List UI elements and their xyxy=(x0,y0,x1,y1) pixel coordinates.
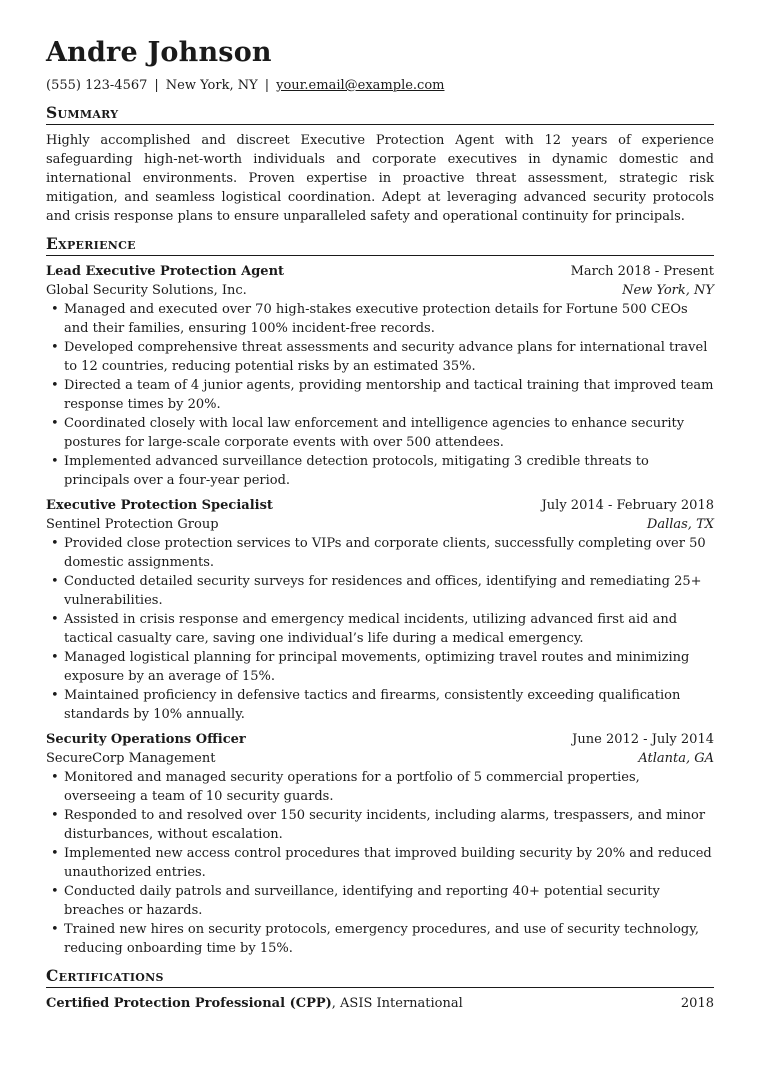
job-header-row xyxy=(46,262,714,281)
certification-name: Certified Protection Professional (CPP) xyxy=(46,996,332,1011)
bullet-item: • Managed logistical planning for principal movements, optimizing travel routes and minimizing exposure by an average of 15%. xyxy=(46,648,714,686)
contact-separator: | xyxy=(154,78,159,93)
bullet-item: • Trained new hires on security protocols, emergency procedures, and use of security technology, reducing onboarding time by 15%. xyxy=(46,920,714,958)
section-title-experience: Experience xyxy=(46,234,714,256)
bullet-list xyxy=(46,534,714,724)
job-location: New York, NY xyxy=(622,283,714,298)
job-company-row xyxy=(46,515,714,534)
experience-list xyxy=(46,262,714,958)
bullet-item: • Implemented advanced surveillance detection protocols, mitigating 3 credible threats to principals over a four-year period. xyxy=(46,452,714,490)
job-dates: July 2014 - February 2018 xyxy=(541,498,714,513)
job-company-row xyxy=(46,749,714,768)
certification-left xyxy=(46,994,463,1013)
job-title: Executive Protection Specialist xyxy=(46,498,273,513)
job-header-row xyxy=(46,496,714,515)
candidate-name: Andre Johnson xyxy=(46,37,272,68)
contact-line xyxy=(46,77,714,95)
bullet-item: • Maintained proficiency in defensive tactics and firearms, consistently exceeding qualification standards by 10% annually. xyxy=(46,686,714,724)
job-dates: March 2018 - Present xyxy=(570,264,714,279)
email-link[interactable]: your.email@example.com xyxy=(276,78,445,93)
resume-page xyxy=(46,36,714,1013)
job-location: Atlanta, GA xyxy=(638,751,714,766)
job-title: Security Operations Officer xyxy=(46,732,246,747)
job-entry xyxy=(46,262,714,490)
bullet-item: • Implemented new access control procedures that improved building security by 20% and reduced unauthorized entries. xyxy=(46,844,714,882)
summary-text: Highly accomplished and discreet Executive Protection Agent with 12 years of experience safeguarding high-net-worth individuals and corporate executives in dynamic domestic and international environments. Proven expertise in proactive threat assessment, strategic risk mitigation, and seamless logistical coordination. Adept at leveraging advanced security protocols and crisis response plans to ensure unparalleled safety and operational continuity for principals. xyxy=(46,133,714,224)
certifications-list xyxy=(46,994,714,1013)
section-title-certifications: Certifications xyxy=(46,966,714,988)
job-header-row xyxy=(46,730,714,749)
phone-number: (555) 123-4567 xyxy=(46,78,148,93)
section-title-summary: Summary xyxy=(46,103,714,125)
contact-separator: | xyxy=(264,78,270,93)
job-location: Dallas, TX xyxy=(646,517,714,532)
bullet-item: • Managed and executed over 70 high-stakes executive protection details for Fortune 500 CEOs and their families, ensuring 100% incident-free records. xyxy=(46,300,714,338)
company-name: SecureCorp Management xyxy=(46,751,216,766)
company-name: Sentinel Protection Group xyxy=(46,517,219,532)
job-company-row xyxy=(46,281,714,300)
bullet-item: • Directed a team of 4 junior agents, providing mentorship and tactical training that improved team response times by 20%. xyxy=(46,376,714,414)
job-entry xyxy=(46,496,714,724)
certification-row xyxy=(46,994,714,1013)
certification-year: 2018 xyxy=(680,996,714,1011)
bullet-item: • Assisted in crisis response and emergency medical incidents, utilizing advanced first aid and tactical casualty care, saving one individual’s life during a medical emergency. xyxy=(46,610,714,648)
bullet-item: • Coordinated closely with local law enforcement and intelligence agencies to enhance security postures for large-scale corporate events with over 500 attendees. xyxy=(46,414,714,452)
bullet-list xyxy=(46,768,714,958)
company-name: Global Security Solutions, Inc. xyxy=(46,283,247,298)
bullet-item: • Developed comprehensive threat assessments and security advance plans for international travel to 12 countries, reducing potential risks by an estimated 35%. xyxy=(46,338,714,376)
job-dates: June 2012 - July 2014 xyxy=(572,732,714,747)
bullet-item: • Conducted daily patrols and surveillance, identifying and reporting 40+ potential security breaches or hazards. xyxy=(46,882,714,920)
bullet-item: • Conducted detailed security surveys for residences and offices, identifying and remediating 25+ vulnerabilities. xyxy=(46,572,714,610)
certification-issuer: , ASIS International xyxy=(331,996,463,1011)
bullet-item: • Monitored and managed security operations for a portfolio of 5 commercial properties, overseeing a team of 10 security guards. xyxy=(46,768,714,806)
bullet-item: • Provided close protection services to VIPs and corporate clients, successfully completing over 50 domestic assignments. xyxy=(46,534,714,572)
job-entry xyxy=(46,730,714,958)
job-title: Lead Executive Protection Agent xyxy=(46,264,285,279)
bullet-list xyxy=(46,300,714,490)
location-text: New York, NY xyxy=(165,78,258,93)
bullet-item: • Responded to and resolved over 150 security incidents, including alarms, trespassers, and minor disturbances, without escalation. xyxy=(46,806,714,844)
